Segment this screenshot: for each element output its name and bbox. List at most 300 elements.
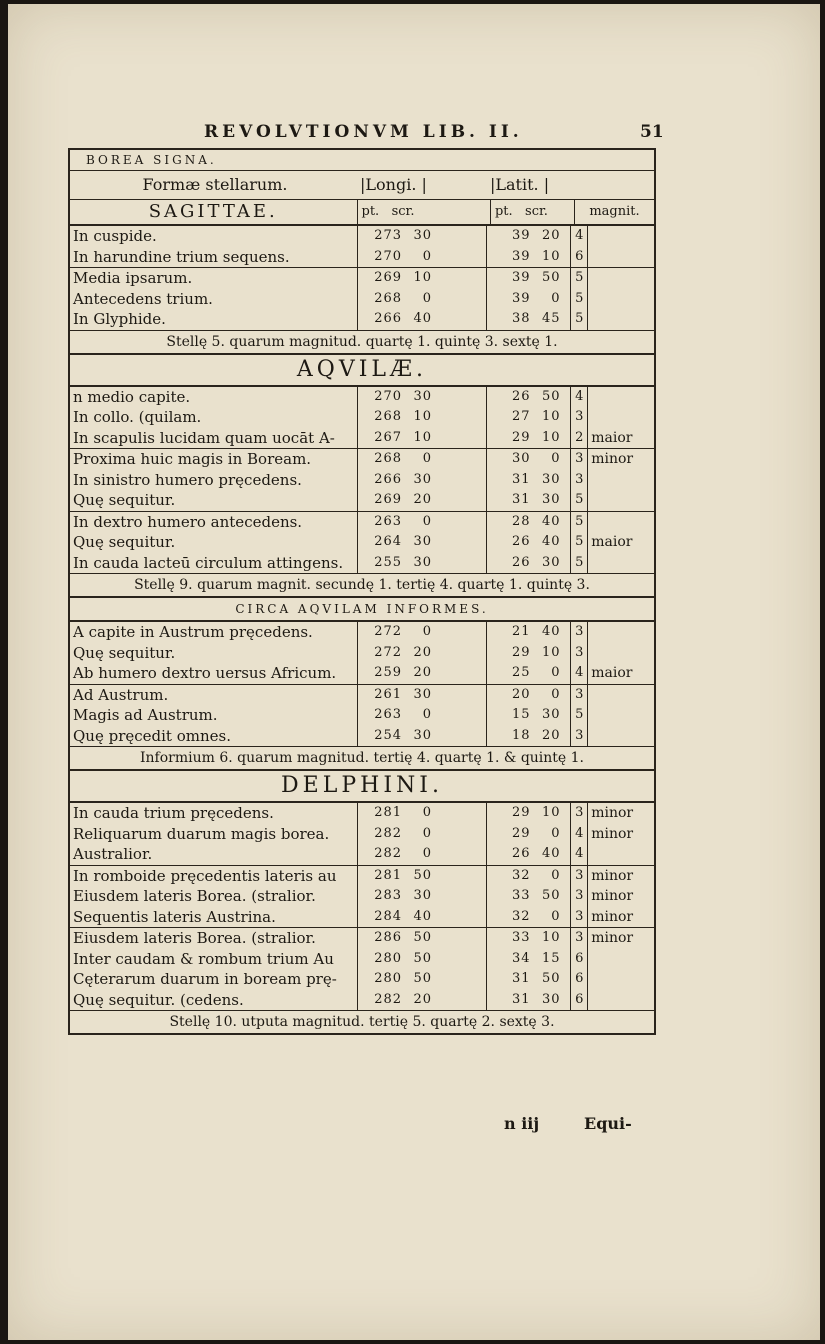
note-cell	[588, 949, 654, 970]
star-group	[70, 449, 654, 512]
latitude-cell	[487, 907, 571, 928]
latitude-degrees: 31	[512, 971, 531, 986]
informes-groups	[70, 622, 654, 747]
longitude-units	[358, 200, 490, 224]
latitude-minutes: 10	[542, 644, 561, 660]
longitude-cell	[358, 886, 486, 907]
signature-mark: n iij	[504, 1114, 540, 1133]
latitude-degrees: 32	[512, 908, 531, 924]
latitude-degrees: 18	[512, 727, 531, 743]
note-cell	[588, 969, 654, 990]
magnitude-cell: 3	[575, 409, 584, 424]
star-name: Magis ad Austrum.	[73, 706, 218, 724]
longitude-cell	[358, 663, 486, 684]
mags-column	[571, 226, 588, 267]
section-title-informes: CIRCA AQVILAM INFORMES.	[70, 598, 654, 622]
latitude-degrees: 33	[512, 930, 531, 945]
unit-minutes: scr.	[525, 204, 548, 219]
latitude-minutes: 15	[542, 950, 561, 966]
longitude-minutes: 30	[413, 228, 433, 243]
longitude-minutes: 50	[413, 867, 433, 883]
longitude-minutes: 30	[413, 727, 433, 743]
longs-column	[358, 268, 487, 330]
latitude-degrees: 28	[512, 513, 531, 529]
longitude-degrees: 272	[374, 644, 403, 660]
star-name: Cęterarum duarum in boream prę-	[73, 970, 337, 988]
magnitude-cell: 3	[575, 727, 584, 743]
magnitude-cell: 5	[575, 534, 584, 549]
latitude-minutes: 10	[542, 409, 561, 424]
longitude-cell	[358, 387, 486, 408]
magnitude-cell: 5	[575, 290, 584, 306]
latitude-degrees: 29	[512, 644, 531, 660]
longitude-minutes: 0	[422, 290, 433, 306]
longs-column	[358, 928, 487, 1010]
latitude-degrees: 20	[512, 686, 531, 702]
latitude-degrees: 15	[512, 707, 531, 722]
star-group	[70, 622, 654, 685]
star-name: In sinistro humero pręcedens.	[73, 470, 302, 489]
longs-column	[358, 226, 487, 267]
star-group	[70, 928, 654, 1011]
sagittae-groups	[70, 226, 654, 331]
mags-column	[571, 928, 588, 1010]
star-name: In Glyphide.	[73, 310, 166, 328]
note-cell	[588, 643, 654, 664]
notes-column	[588, 387, 654, 449]
latitude-cell	[487, 407, 571, 428]
longitude-cell	[358, 949, 486, 970]
informes-summary: Informium 6. quarum magnitud. tertię 4. quartę 1. & quintę 1.	[70, 747, 654, 771]
latitude-degrees: 26	[512, 554, 531, 570]
notes-column	[588, 803, 654, 865]
star-name: Quę sequitur.	[73, 491, 176, 509]
lats-column	[487, 512, 572, 574]
note-cell: maior	[591, 429, 633, 446]
note-cell: maior	[591, 665, 633, 681]
longitude-degrees: 272	[374, 624, 403, 639]
sagittae-summary: Stellę 5. quarum magnitud. quartę 1. quintę 3. sextę 1.	[70, 331, 654, 355]
note-cell	[588, 247, 654, 268]
latitude-degrees: 31	[512, 991, 531, 1007]
star-name: In cauda trium pręcedens.	[73, 804, 274, 822]
star-name: Sequentis lateris Austrina.	[73, 907, 276, 926]
star-name: n medio capite.	[73, 387, 191, 406]
longitude-minutes: 40	[413, 908, 433, 924]
longitude-cell	[358, 428, 486, 449]
latitude-minutes: 40	[542, 624, 561, 639]
latitude-cell	[487, 990, 571, 1011]
longitude-cell	[358, 268, 486, 289]
note-cell	[588, 387, 654, 408]
note-cell: minor	[591, 825, 634, 842]
longitude-minutes: 0	[422, 825, 433, 841]
note-cell	[588, 490, 654, 511]
latitude-cell	[487, 969, 571, 990]
star-name: In romboide pręcedentis lateris au	[73, 866, 337, 885]
latitude-degrees: 31	[512, 492, 531, 507]
latitude-cell	[487, 268, 571, 289]
longitude-cell	[358, 643, 486, 664]
notes-column	[588, 449, 654, 511]
longitude-cell	[358, 289, 486, 310]
note-cell	[588, 470, 654, 491]
latitude-minutes: 30	[542, 991, 561, 1007]
latitude-minutes: 0	[551, 290, 561, 306]
note-cell: minor	[591, 930, 634, 946]
latitude-cell	[487, 553, 571, 574]
table-caption: BOREA SIGNA.	[70, 148, 654, 171]
longitude-minutes: 0	[422, 513, 433, 529]
magnitude-cell: 5	[575, 270, 584, 285]
longitude-degrees: 281	[374, 805, 403, 820]
magnitude-unit: magnit.	[574, 200, 654, 224]
magnitude-cell: 6	[575, 248, 584, 264]
longitude-degrees: 268	[374, 409, 403, 424]
magnitude-cell: 3	[575, 805, 584, 820]
longitude-degrees: 254	[374, 727, 403, 743]
column-header-name: Formæ stellarum.	[142, 175, 288, 194]
longitude-degrees: 282	[374, 825, 403, 841]
unit-degrees: pt.	[361, 204, 380, 219]
latitude-degrees: 26	[512, 388, 531, 404]
star-name: Ad Austrum.	[73, 685, 169, 704]
latitude-cell	[487, 512, 571, 533]
lats-column	[487, 268, 572, 330]
latitude-minutes: 0	[551, 825, 561, 841]
longitude-minutes: 0	[422, 846, 433, 861]
latitude-cell	[487, 643, 571, 664]
longitude-minutes: 0	[422, 805, 433, 820]
star-group	[70, 387, 654, 450]
note-cell: minor	[591, 908, 634, 925]
latitude-cell	[487, 866, 571, 887]
latitude-cell	[487, 803, 571, 824]
longitude-cell	[358, 309, 486, 330]
latitude-cell	[487, 449, 571, 470]
mags-column	[571, 512, 588, 574]
star-name: Proxima huic magis in Boream.	[73, 450, 312, 468]
magnitude-cell: 4	[575, 846, 584, 861]
lats-column	[487, 866, 572, 928]
magnitude-cell: 3	[575, 471, 584, 487]
star-name: Quę sequitur.	[73, 643, 176, 662]
magnitude-cell: 2	[575, 429, 584, 445]
latitude-degrees: 25	[512, 665, 531, 680]
longitude-degrees: 273	[374, 228, 403, 243]
star-name: In dextro humero antecedens.	[73, 512, 303, 531]
latitude-minutes: 10	[542, 248, 561, 264]
longitude-degrees: 269	[374, 270, 403, 285]
latitude-cell	[487, 824, 571, 845]
star-name: Reliquarum duarum magis borea.	[73, 824, 330, 843]
magnitude-cell: 5	[575, 311, 584, 326]
latitude-minutes: 50	[542, 971, 561, 986]
note-cell	[588, 226, 654, 247]
longitude-minutes: 30	[413, 534, 433, 549]
star-name: In collo. (quilam.	[73, 408, 202, 426]
latitude-degrees: 29	[512, 805, 531, 820]
longs-column	[358, 449, 487, 511]
longitude-degrees: 286	[374, 930, 403, 945]
longitude-degrees: 267	[374, 429, 403, 445]
note-cell: minor	[591, 888, 634, 904]
magnitude-cell: 5	[575, 492, 584, 507]
longitude-cell	[358, 969, 486, 990]
longitude-minutes: 20	[413, 644, 433, 660]
magnitude-cell: 3	[575, 888, 584, 903]
latitude-degrees: 32	[512, 867, 531, 883]
latitude-cell	[487, 886, 571, 907]
longitude-cell	[358, 866, 486, 887]
aquilae-groups	[70, 387, 654, 575]
note-cell	[588, 268, 654, 289]
longitude-degrees: 268	[374, 290, 403, 306]
longitude-degrees: 261	[374, 686, 403, 702]
magnitude-cell: 5	[575, 513, 584, 529]
note-cell	[588, 407, 654, 428]
longitude-degrees: 270	[374, 248, 403, 264]
longs-column	[358, 866, 487, 928]
latitude-minutes: 50	[542, 270, 561, 285]
unit-minutes: scr.	[391, 204, 415, 219]
longitude-cell	[358, 824, 486, 845]
longitude-cell	[358, 449, 486, 470]
longitude-degrees: 270	[374, 388, 403, 404]
latitude-minutes: 10	[542, 930, 561, 945]
longitude-cell	[358, 803, 486, 824]
magnitude-cell: 3	[575, 908, 584, 924]
longitude-minutes: 30	[413, 471, 433, 487]
longitude-cell	[358, 247, 486, 268]
lats-column	[487, 803, 572, 865]
lats-column	[487, 449, 572, 511]
names-column	[70, 866, 358, 928]
longs-column	[358, 387, 487, 449]
latitude-degrees: 31	[512, 471, 531, 487]
star-name: In cauda lacteū circulum attingens.	[73, 553, 344, 572]
latitude-degrees: 26	[512, 846, 531, 861]
star-name: Eiusdem lateris Borea. (stralior.	[73, 929, 316, 947]
star-group	[70, 226, 654, 268]
longitude-cell	[358, 490, 486, 511]
names-column	[70, 685, 358, 747]
section-title-sagittae: SAGITTAE.	[70, 200, 358, 224]
longitude-minutes: 0	[422, 624, 433, 639]
note-cell: maior	[591, 534, 633, 550]
longitude-minutes: 20	[413, 665, 433, 680]
longitude-degrees: 264	[374, 534, 403, 549]
star-name: Inter caudam & rombum trium Au	[73, 949, 334, 968]
longitude-degrees: 269	[374, 492, 403, 507]
magnitude-cell: 4	[575, 228, 584, 243]
longitude-minutes: 50	[413, 971, 433, 986]
longitude-degrees: 281	[374, 867, 403, 883]
names-column	[70, 512, 358, 574]
star-name: Australior.	[73, 845, 153, 863]
latitude-minutes: 10	[542, 805, 561, 820]
magnitude-cell: 6	[575, 991, 584, 1007]
longitude-degrees: 280	[374, 971, 403, 986]
longitude-degrees: 268	[374, 451, 403, 466]
star-name: Quę sequitur. (cedens.	[73, 990, 244, 1009]
latitude-degrees: 21	[512, 624, 531, 639]
latitude-degrees: 30	[512, 451, 531, 466]
star-group	[70, 803, 654, 866]
star-name: In harundine trium sequens.	[73, 247, 290, 266]
longitude-cell	[358, 407, 486, 428]
notes-column	[588, 928, 654, 1010]
latitude-minutes: 40	[542, 513, 561, 529]
star-name: Antecedens trium.	[73, 289, 213, 308]
latitude-cell	[487, 705, 571, 726]
longitude-cell	[358, 990, 486, 1011]
latitude-degrees: 34	[512, 950, 531, 966]
latitude-cell	[487, 490, 571, 511]
longitude-cell	[358, 622, 486, 643]
longs-column	[358, 803, 487, 865]
star-name: Media ipsarum.	[73, 269, 193, 287]
longitude-minutes: 50	[413, 950, 433, 966]
longitude-minutes: 20	[413, 492, 433, 507]
note-cell	[588, 726, 654, 747]
notes-column	[588, 866, 654, 928]
magnitude-cell: 6	[575, 971, 584, 986]
longs-column	[358, 622, 487, 684]
latitude-cell	[487, 844, 571, 865]
longitude-cell	[358, 532, 486, 553]
book-page	[8, 4, 820, 1340]
latitude-minutes: 0	[551, 867, 561, 883]
latitude-cell	[487, 726, 571, 747]
lats-column	[487, 387, 572, 449]
units-row	[70, 200, 654, 226]
delphini-groups	[70, 803, 654, 1011]
longitude-cell	[358, 705, 486, 726]
latitude-cell	[487, 470, 571, 491]
longitude-minutes: 20	[413, 991, 433, 1007]
note-cell	[588, 705, 654, 726]
magnitude-cell: 4	[575, 665, 584, 680]
magnitude-cell: 3	[575, 624, 584, 639]
latitude-minutes: 0	[551, 908, 561, 924]
longs-column	[358, 512, 487, 574]
magnitude-cell: 3	[575, 451, 584, 466]
magnitude-cell: 5	[575, 554, 584, 570]
longitude-minutes: 30	[413, 686, 433, 702]
note-cell	[588, 990, 654, 1011]
catchword: Equi-	[584, 1114, 632, 1133]
mags-column	[571, 449, 588, 511]
longitude-minutes: 10	[413, 429, 433, 445]
longitude-cell	[358, 844, 486, 865]
names-column	[70, 449, 358, 511]
longitude-minutes: 0	[422, 451, 433, 466]
star-name: Eiusdem lateris Borea. (stralior.	[73, 887, 316, 905]
longitude-degrees: 255	[374, 554, 403, 570]
latitude-minutes: 20	[542, 727, 561, 743]
magnitude-cell: 4	[575, 825, 584, 841]
notes-column	[588, 622, 654, 684]
latitude-cell	[487, 663, 571, 684]
latitude-minutes: 30	[542, 554, 561, 570]
star-name: Ab humero dextro uersus Africum.	[73, 664, 337, 682]
mags-column	[571, 387, 588, 449]
star-name: A capite in Austrum pręcedens.	[73, 623, 313, 641]
magnitude-cell: 4	[575, 388, 584, 404]
latitude-cell	[487, 622, 571, 643]
longitude-cell	[358, 907, 486, 928]
longitude-degrees: 266	[374, 471, 403, 487]
star-name: Quę sequitur.	[73, 533, 176, 551]
star-name: Quę pręcedit omnes.	[73, 726, 231, 745]
section-title-delphini: DELPHINI.	[70, 771, 654, 803]
note-cell	[588, 512, 654, 533]
longitude-degrees: 284	[374, 908, 403, 924]
notes-column	[588, 512, 654, 574]
longitude-cell	[358, 512, 486, 533]
magnitude-cell: 3	[575, 686, 584, 702]
longitude-degrees: 283	[374, 888, 403, 903]
latitude-minutes: 10	[542, 429, 561, 445]
longitude-minutes: 30	[413, 388, 433, 404]
latitude-minutes: 40	[542, 846, 561, 861]
mags-column	[571, 622, 588, 684]
latitude-cell	[487, 685, 571, 706]
aquilae-summary: Stellę 9. quarum magnit. secundę 1. tertię 4. quartę 1. quintę 3.	[70, 574, 654, 598]
section-title-aquilae: AQVILÆ.	[70, 355, 654, 387]
note-cell: minor	[591, 805, 634, 821]
longitude-cell	[358, 726, 486, 747]
longitude-cell	[358, 470, 486, 491]
names-column	[70, 268, 358, 330]
notes-column	[588, 268, 654, 330]
latitude-cell	[487, 309, 571, 330]
magnitude-cell: 3	[575, 930, 584, 945]
names-column	[70, 387, 358, 449]
longitude-minutes: 30	[413, 554, 433, 570]
latitude-minutes: 30	[542, 471, 561, 487]
longitude-cell	[358, 226, 486, 247]
lats-column	[487, 622, 572, 684]
star-group	[70, 512, 654, 575]
note-cell	[588, 685, 654, 706]
lats-column	[487, 928, 572, 1010]
column-header-longitude: |Longi. |	[360, 175, 427, 194]
note-cell	[588, 622, 654, 643]
latitude-cell	[487, 532, 571, 553]
latitude-minutes: 50	[542, 388, 561, 404]
star-catalogue-table	[68, 148, 656, 1035]
lats-column	[487, 226, 572, 267]
latitude-minutes: 20	[542, 228, 561, 243]
longs-column	[358, 685, 487, 747]
longitude-minutes: 10	[413, 270, 433, 285]
note-cell: minor	[591, 451, 634, 467]
longitude-minutes: 0	[422, 248, 433, 264]
latitude-degrees: 26	[512, 534, 531, 549]
latitude-degrees: 39	[512, 228, 531, 243]
latitude-minutes: 50	[542, 888, 561, 903]
longitude-degrees: 282	[374, 991, 403, 1007]
mags-column	[571, 685, 588, 747]
longitude-minutes: 10	[413, 409, 433, 424]
longitude-degrees: 266	[374, 311, 403, 326]
running-title: REVOLVTIONVM LIB. II.	[204, 122, 523, 142]
note-cell: minor	[591, 867, 634, 884]
latitude-minutes: 30	[542, 492, 561, 507]
latitude-minutes: 0	[551, 665, 561, 680]
